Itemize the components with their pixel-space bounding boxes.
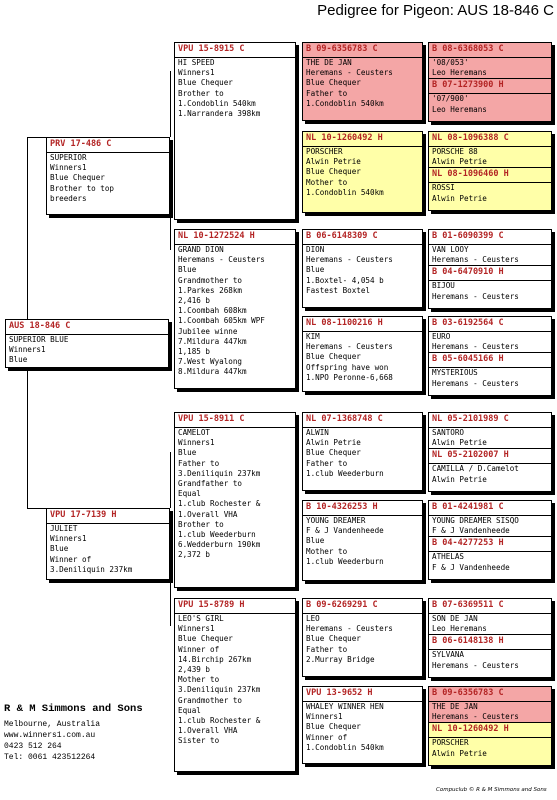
info-line: Winner of: [178, 644, 220, 654]
sire-box[interactable]: [46, 137, 170, 215]
info-line: THE DE JAN: [306, 58, 352, 67]
info-line: 7.West Wyalong: [178, 357, 243, 367]
info-line: Brother to: [178, 519, 224, 529]
info-line: F & J Vandenheede: [306, 526, 384, 536]
connector-line: [27, 368, 28, 508]
ring-number: B 09-6356783 C: [303, 43, 422, 58]
breeder-tel: Tel: 0061 423512264: [4, 753, 96, 762]
page-title: Pedigree for Pigeon: AUS 18-846 C: [317, 2, 554, 19]
info-line: Grandmother to: [178, 695, 243, 705]
ring-number: B 07-6369511 C: [429, 599, 551, 614]
info-line: 1.Overall VHA: [178, 726, 238, 736]
info-line: Equal: [178, 489, 201, 499]
info-line: Alwin Petrie: [432, 157, 487, 167]
info-line: 2,372 b: [178, 550, 211, 560]
ring-number: B 04-4277253 H: [429, 537, 551, 552]
info-line: Alwin Petrie: [432, 193, 487, 203]
info-line: Blue: [306, 536, 325, 546]
connector-line: [170, 71, 171, 137]
ancestor-pair-box-6[interactable]: [428, 500, 552, 580]
info-line: SON DE JAN: [432, 614, 478, 623]
ring-number: NL 10-1272524 H: [175, 230, 295, 245]
info-line: Father to: [306, 644, 348, 654]
info-line: 7.Mildura 447km: [178, 336, 247, 346]
ring-number: NL 07-1368748 C: [303, 413, 422, 428]
info-line: Blue: [9, 355, 28, 365]
info-line: 1.club Rochester &: [178, 499, 261, 509]
info-line: Grandfather to: [178, 479, 243, 489]
info-line: Father to: [306, 88, 348, 98]
info-line: '07/900': [432, 94, 469, 104]
info-line: 2.Murray Bridge: [306, 654, 375, 664]
info-line: CAMELOT: [178, 428, 211, 437]
info-line: Winners1: [178, 438, 215, 448]
ancestor-pair-box-2[interactable]: [428, 131, 552, 211]
info-line: 3.Deniliquin 237km: [178, 468, 261, 478]
ring-number: B 01-6090399 C: [429, 230, 551, 245]
info-line: Grandmother to: [178, 275, 243, 285]
info-line: Sister to: [178, 736, 220, 746]
info-line: Offspring have won: [306, 362, 389, 372]
info-line: Heremans - Ceusters: [306, 68, 393, 78]
connector-line: [170, 580, 171, 626]
info-line: Winners1: [306, 712, 343, 722]
info-line: Heremans - Ceusters: [432, 378, 519, 388]
info-line: Jubilee winne: [178, 326, 238, 336]
info-line: PORSCHER: [432, 738, 469, 748]
connector-line: [170, 452, 171, 508]
ring-number: NL 05-2101989 C: [429, 413, 551, 428]
info-line: Alwin Petrie: [432, 748, 487, 758]
info-line: Winners1: [50, 163, 87, 173]
info-line: Alwin Petrie: [306, 438, 361, 448]
info-line: PORSCHER: [306, 147, 343, 156]
info-line: GRAND DION: [178, 245, 224, 254]
info-line: Heremans - Ceusters: [432, 342, 519, 352]
ring-number: B 09-6356783 C: [429, 687, 551, 702]
ancestor-box-2[interactable]: [302, 131, 423, 213]
info-line: Heremans - Ceusters: [306, 342, 393, 352]
ring-number: B 08-6368053 C: [429, 43, 551, 58]
info-line: Heremans - Ceusters: [178, 255, 265, 265]
ring-number: VPU 15-8789 H: [175, 599, 295, 614]
info-line: 3.Deniliquin 237km: [50, 564, 133, 574]
ring-number: AUS 18-846 C: [6, 320, 168, 335]
breeder-website[interactable]: www.winners1.com.au: [4, 731, 96, 740]
info-line: Mother to: [306, 177, 348, 187]
ring-number: VPU 15-8915 C: [175, 43, 295, 58]
ancestor-pair-box-7[interactable]: [428, 598, 552, 678]
connector-line: [27, 508, 46, 509]
info-line: Winner of: [306, 732, 348, 742]
ring-number: B 06-6148138 H: [429, 635, 551, 650]
ring-number: NL 08-1100216 H: [303, 317, 422, 332]
info-line: Heremans - Ceusters: [306, 255, 393, 265]
info-line: 1.Overall VHA: [178, 509, 238, 519]
info-line: Blue Chequer: [306, 352, 361, 362]
ancestor-box-3[interactable]: [302, 229, 423, 308]
info-line: VAN LOOY: [432, 245, 469, 254]
grandsire-maternal-box[interactable]: [174, 412, 296, 588]
info-line: Winners1: [178, 624, 215, 634]
ancestor-box-6[interactable]: [302, 500, 423, 581]
info-line: 1.club Weederburn: [306, 468, 384, 478]
info-line: Blue Chequer: [306, 167, 361, 177]
info-line: 1.NPO Peronne-6,668: [306, 372, 393, 382]
info-line: ALWIN: [306, 428, 329, 437]
ancestor-pair-box-1[interactable]: [428, 42, 552, 122]
ancestor-box-7[interactable]: [302, 598, 423, 677]
ring-number: NL 10-1260492 H: [303, 132, 422, 147]
breeder-name: R & M Simmons and Sons: [4, 703, 143, 715]
info-line: Father to: [306, 458, 348, 468]
info-line: LEO: [306, 614, 320, 623]
info-line: 1.Coombah 608km: [178, 306, 247, 316]
info-line: Heremans - Ceusters: [306, 624, 393, 634]
info-line: YOUNG DREAMER SISQO: [432, 516, 519, 525]
info-line: 1.Condoblin 540km: [306, 98, 384, 108]
info-line: 3.Deniliquin 237km: [178, 685, 261, 695]
info-line: THE DE JAN: [432, 702, 478, 711]
info-line: DION: [306, 245, 325, 254]
footer-credit: Compuclub © R & M Simmons and Sons: [436, 787, 547, 793]
info-line: Leo Heremans: [432, 68, 487, 78]
ancestor-box-8[interactable]: [302, 686, 423, 764]
info-line: Equal: [178, 705, 201, 715]
info-line: 2,439 b: [178, 665, 211, 675]
info-line: Alwin Petrie: [432, 438, 487, 448]
info-line: Mother to: [306, 546, 348, 556]
info-line: 1.club Weederburn: [306, 556, 384, 566]
info-line: Leo Heremans: [432, 624, 487, 634]
connector-line: [27, 137, 28, 319]
info-line: Blue: [178, 265, 197, 275]
info-line: SANTORO: [432, 428, 465, 437]
ring-number: B 04-6470910 H: [429, 266, 551, 281]
ancestor-pair-box-4[interactable]: [428, 316, 552, 396]
info-line: Winners1: [9, 345, 46, 355]
info-line: 1.Parkes 268km: [178, 285, 243, 295]
ring-number: NL 05-2102007 H: [429, 449, 551, 464]
info-line: '08/053': [432, 58, 469, 67]
ring-number: B 10-4326253 H: [303, 501, 422, 516]
info-line: Heremans - Ceusters: [432, 712, 519, 722]
info-line: Blue Chequer: [306, 448, 361, 458]
granddam-paternal-box[interactable]: [174, 229, 296, 389]
info-line: Fastest Boxtel: [306, 285, 371, 295]
info-line: EURO: [432, 332, 451, 341]
ancestor-box-5[interactable]: [302, 412, 423, 491]
ring-number: NL 08-1096460 H: [429, 168, 551, 183]
ring-number: PRV 17-486 C: [47, 138, 169, 153]
ring-number: B 03-6192564 C: [429, 317, 551, 332]
info-line: YOUNG DREAMER: [306, 516, 366, 525]
info-line: Winner of: [50, 554, 92, 564]
info-line: Winners1: [178, 68, 215, 78]
ring-number: NL 08-1096388 C: [429, 132, 551, 147]
info-line: JULIET: [50, 524, 78, 533]
info-line: Blue: [306, 265, 325, 275]
ring-number: VPU 17-7139 H: [47, 509, 169, 524]
ring-number: B 05-6045166 H: [429, 353, 551, 368]
info-line: 1.Condoblin 540km: [178, 98, 256, 108]
info-line: Alwin Petrie: [306, 157, 361, 167]
info-line: MYSTERIOUS: [432, 368, 478, 378]
ancestor-pair-box-8[interactable]: [428, 686, 552, 766]
ancestor-box-1[interactable]: [302, 42, 423, 121]
info-line: Blue Chequer: [178, 634, 233, 644]
info-line: Blue Chequer: [178, 78, 233, 88]
info-line: 1.Condoblin 540km: [306, 187, 384, 197]
ring-number: VPU 13-9652 H: [303, 687, 422, 702]
ring-number: B 06-6148309 C: [303, 230, 422, 245]
info-line: HI SPEED: [178, 58, 215, 67]
granddam-maternal-box[interactable]: [174, 598, 296, 772]
breeder-phone: 0423 512 264: [4, 742, 62, 751]
info-line: Blue Chequer: [50, 173, 105, 183]
info-line: SUPERIOR BLUE: [9, 335, 69, 344]
info-line: 8.Mildura 447km: [178, 367, 247, 377]
ancestor-pair-box-3[interactable]: [428, 229, 552, 309]
info-line: LEO'S GIRL: [178, 614, 224, 623]
grandsire-paternal-box[interactable]: [174, 42, 296, 220]
info-line: PORSCHE 88: [432, 147, 478, 156]
info-line: CAMILLA / D.Camelot: [432, 464, 519, 474]
info-line: Brother to: [178, 88, 224, 98]
info-line: Alwin Petrie: [432, 474, 487, 484]
ancestor-pair-box-5[interactable]: [428, 412, 552, 492]
info-line: breeders: [50, 193, 87, 203]
info-line: F & J Vandenheede: [432, 526, 510, 536]
breeder-location: Melbourne, Australia: [4, 720, 101, 729]
info-line: BIJOU: [432, 281, 455, 291]
info-line: 6.Wedderburn 190km: [178, 540, 261, 550]
info-line: 1.club Rochester &: [178, 716, 261, 726]
pedigree-subject[interactable]: [5, 319, 169, 368]
info-line: Leo Heremans: [432, 104, 487, 114]
ring-number: NL 10-1260492 H: [429, 723, 551, 738]
info-line: 1.Condoblin 540km: [306, 742, 384, 752]
info-line: Mother to: [178, 675, 220, 685]
info-line: ATHELAS: [432, 552, 465, 562]
dam-box[interactable]: [46, 508, 170, 580]
ring-number: B 09-6269291 C: [303, 599, 422, 614]
info-line: Blue: [178, 448, 197, 458]
connector-line: [170, 215, 171, 250]
ring-number: B 07-1273900 H: [429, 79, 551, 94]
breeder-info: [4, 703, 143, 763]
info-line: Heremans - Ceusters: [432, 255, 519, 265]
connector-line: [27, 137, 46, 138]
info-line: SUPERIOR: [50, 153, 87, 162]
info-line: Blue Chequer: [306, 78, 361, 88]
ring-number: VPU 15-8911 C: [175, 413, 295, 428]
info-line: 14.Birchip 267km: [178, 654, 252, 664]
info-line: F & J Vandenheede: [432, 562, 510, 572]
info-line: 1.club Weederburn: [178, 530, 256, 540]
info-line: Blue Chequer: [306, 722, 361, 732]
info-line: Winners1: [50, 534, 87, 544]
info-line: 1.Coombah 605km WPF: [178, 316, 265, 326]
info-line: 1.Narrandera 398km: [178, 109, 261, 119]
ancestor-box-4[interactable]: [302, 316, 423, 392]
ring-number: B 01-4241981 C: [429, 501, 551, 516]
info-line: 2,416 b: [178, 296, 211, 306]
info-line: Heremans - Ceusters: [432, 660, 519, 670]
info-line: KIM: [306, 332, 320, 341]
info-line: Brother to top: [50, 183, 115, 193]
info-line: Heremans - Ceusters: [432, 291, 519, 301]
info-line: WHALEY WINNER HEN: [306, 702, 384, 711]
info-line: SYLVANA: [432, 650, 465, 660]
info-line: ROSSI: [432, 183, 455, 193]
info-line: Blue: [50, 544, 69, 554]
info-line: 1,185 b: [178, 347, 211, 357]
info-line: 1.Boxtel- 4,054 b: [306, 275, 384, 285]
info-line: Blue Chequer: [306, 634, 361, 644]
info-line: Father to: [178, 458, 220, 468]
